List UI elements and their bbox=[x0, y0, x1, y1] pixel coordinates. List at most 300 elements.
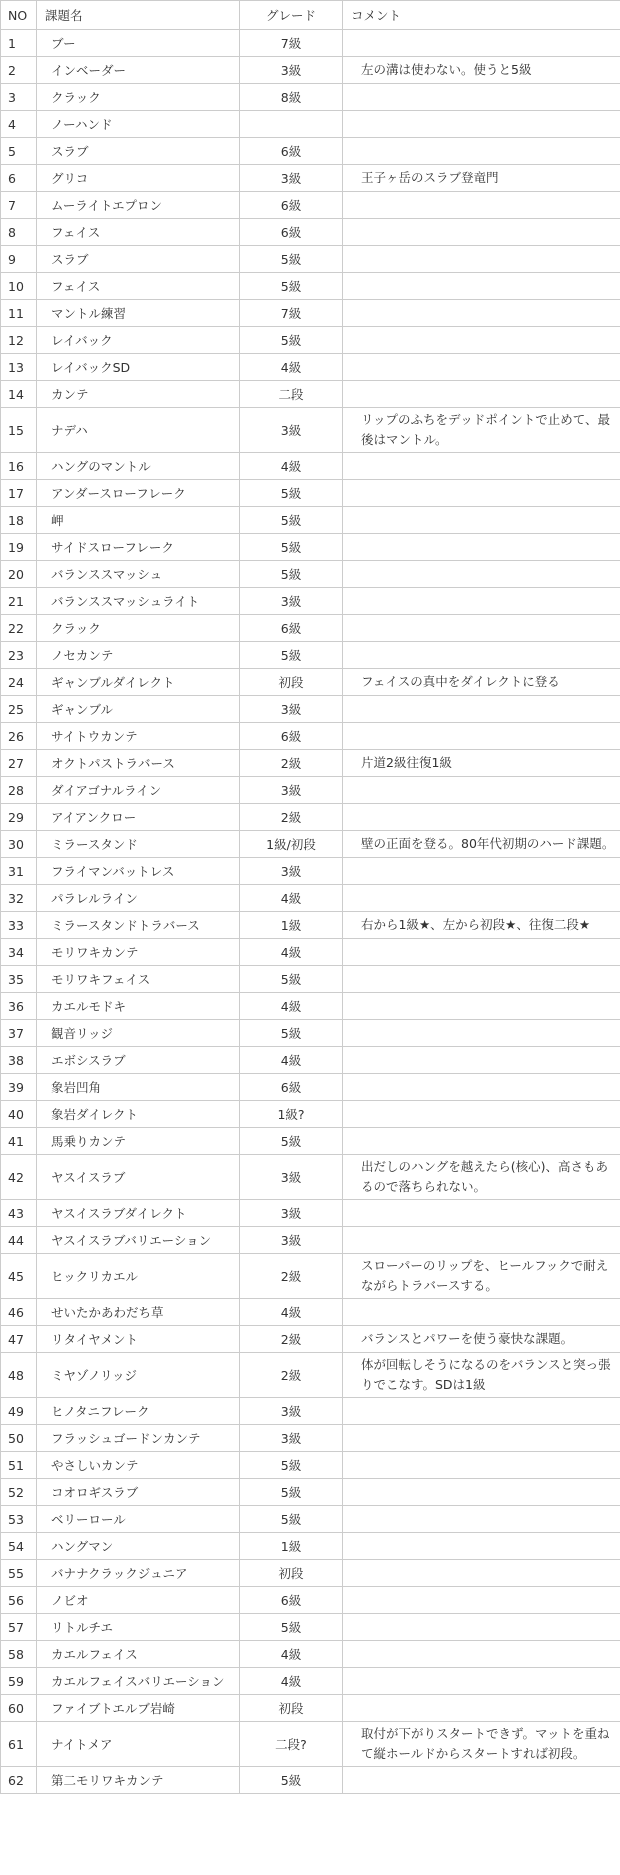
row-name: ダイアゴナルライン bbox=[37, 777, 240, 804]
row-name: バナナクラックジュニア bbox=[37, 1560, 240, 1587]
row-name: ファイブトエルブ岩崎 bbox=[37, 1695, 240, 1722]
row-comment bbox=[343, 561, 620, 588]
row-no: 52 bbox=[1, 1479, 37, 1506]
row-no: 18 bbox=[1, 507, 37, 534]
row-name: ベリーロール bbox=[37, 1506, 240, 1533]
row-name: コオロギスラブ bbox=[37, 1479, 240, 1506]
row-no: 51 bbox=[1, 1452, 37, 1479]
row-grade: 5級 bbox=[240, 1479, 343, 1506]
row-grade: 2級 bbox=[240, 804, 343, 831]
row-grade: 二段 bbox=[240, 381, 343, 408]
table-row bbox=[1, 1533, 620, 1560]
row-comment bbox=[343, 453, 620, 480]
row-comment bbox=[343, 1425, 620, 1452]
row-no: 46 bbox=[1, 1299, 37, 1326]
row-grade: 8級 bbox=[240, 84, 343, 111]
row-grade: 5級 bbox=[240, 273, 343, 300]
row-name: ノビオ bbox=[37, 1587, 240, 1614]
row-no: 31 bbox=[1, 858, 37, 885]
row-no: 19 bbox=[1, 534, 37, 561]
table-row bbox=[1, 1398, 620, 1425]
table-row bbox=[1, 696, 620, 723]
row-comment bbox=[343, 1227, 620, 1254]
row-name: レイバック bbox=[37, 327, 240, 354]
row-grade: 5級 bbox=[240, 480, 343, 507]
row-comment bbox=[343, 885, 620, 912]
row-no: 21 bbox=[1, 588, 37, 615]
table-row bbox=[1, 912, 620, 939]
row-no: 43 bbox=[1, 1200, 37, 1227]
header-no: NO bbox=[1, 1, 37, 30]
row-grade: 2級 bbox=[240, 1254, 343, 1299]
row-comment bbox=[343, 615, 620, 642]
row-no: 62 bbox=[1, 1767, 37, 1794]
row-grade: 1級/初段 bbox=[240, 831, 343, 858]
row-no: 32 bbox=[1, 885, 37, 912]
row-comment: 体が回転しそうになるのをバランスと突っ張りでこなす。SDは1級 bbox=[343, 1353, 620, 1398]
row-grade: 3級 bbox=[240, 408, 343, 453]
row-no: 26 bbox=[1, 723, 37, 750]
row-grade: 1級 bbox=[240, 1533, 343, 1560]
table-row bbox=[1, 1101, 620, 1128]
row-no: 6 bbox=[1, 165, 37, 192]
row-no: 45 bbox=[1, 1254, 37, 1299]
row-no: 17 bbox=[1, 480, 37, 507]
row-grade bbox=[240, 111, 343, 138]
row-grade: 2級 bbox=[240, 1353, 343, 1398]
row-comment bbox=[343, 381, 620, 408]
row-name: ヤスイスラブバリエーション bbox=[37, 1227, 240, 1254]
row-comment bbox=[343, 939, 620, 966]
row-comment bbox=[343, 1587, 620, 1614]
table-row bbox=[1, 1047, 620, 1074]
row-no: 47 bbox=[1, 1326, 37, 1353]
row-no: 41 bbox=[1, 1128, 37, 1155]
row-name: ヒノタニフレーク bbox=[37, 1398, 240, 1425]
table-row bbox=[1, 669, 620, 696]
row-grade: 3級 bbox=[240, 696, 343, 723]
row-name: カンテ bbox=[37, 381, 240, 408]
table-body bbox=[1, 30, 620, 1794]
table-row bbox=[1, 480, 620, 507]
table-row bbox=[1, 1200, 620, 1227]
row-grade: 4級 bbox=[240, 1047, 343, 1074]
row-name: カエルモドキ bbox=[37, 993, 240, 1020]
row-no: 42 bbox=[1, 1155, 37, 1200]
row-name: せいたかあわだち草 bbox=[37, 1299, 240, 1326]
row-comment: 右から1級★、左から初段★、往復二段★ bbox=[343, 912, 620, 939]
table-row bbox=[1, 1155, 620, 1200]
row-comment bbox=[343, 1299, 620, 1326]
table-row bbox=[1, 1128, 620, 1155]
table-row bbox=[1, 1641, 620, 1668]
row-grade: 3級 bbox=[240, 1200, 343, 1227]
row-comment bbox=[343, 1506, 620, 1533]
table-row bbox=[1, 777, 620, 804]
row-name: オクトパストラバース bbox=[37, 750, 240, 777]
table-row bbox=[1, 327, 620, 354]
table-row bbox=[1, 1587, 620, 1614]
row-no: 28 bbox=[1, 777, 37, 804]
row-comment bbox=[343, 1560, 620, 1587]
table-row bbox=[1, 246, 620, 273]
row-no: 5 bbox=[1, 138, 37, 165]
row-name: ミヤゾノリッジ bbox=[37, 1353, 240, 1398]
table-row bbox=[1, 300, 620, 327]
row-name: クラック bbox=[37, 84, 240, 111]
row-name: ギャンブル bbox=[37, 696, 240, 723]
row-grade: 5級 bbox=[240, 1020, 343, 1047]
row-name: アンダースローフレーク bbox=[37, 480, 240, 507]
row-no: 13 bbox=[1, 354, 37, 381]
row-no: 39 bbox=[1, 1074, 37, 1101]
row-grade: 5級 bbox=[240, 1128, 343, 1155]
row-no: 7 bbox=[1, 192, 37, 219]
table-row bbox=[1, 1353, 620, 1398]
row-no: 25 bbox=[1, 696, 37, 723]
row-comment: バランスとパワーを使う豪快な課題。 bbox=[343, 1326, 620, 1353]
row-name: クラック bbox=[37, 615, 240, 642]
row-comment bbox=[343, 219, 620, 246]
row-grade: 4級 bbox=[240, 1641, 343, 1668]
table-row bbox=[1, 1227, 620, 1254]
row-no: 44 bbox=[1, 1227, 37, 1254]
row-name: ギャンブルダイレクト bbox=[37, 669, 240, 696]
row-grade: 6級 bbox=[240, 723, 343, 750]
row-comment bbox=[343, 1200, 620, 1227]
row-grade: 3級 bbox=[240, 777, 343, 804]
header-comment: コメント bbox=[343, 1, 620, 30]
row-name: バランススマッシュライト bbox=[37, 588, 240, 615]
row-no: 1 bbox=[1, 30, 37, 57]
row-no: 59 bbox=[1, 1668, 37, 1695]
table-row bbox=[1, 993, 620, 1020]
row-name: ノーハンド bbox=[37, 111, 240, 138]
row-comment: リップのふちをデッドポイントで止めて、最後はマントル。 bbox=[343, 408, 620, 453]
row-no: 49 bbox=[1, 1398, 37, 1425]
row-comment: 王子ヶ岳のスラブ登竜門 bbox=[343, 165, 620, 192]
row-grade: 5級 bbox=[240, 507, 343, 534]
table-row bbox=[1, 84, 620, 111]
table-row bbox=[1, 1668, 620, 1695]
table-row bbox=[1, 381, 620, 408]
table-row bbox=[1, 939, 620, 966]
row-grade: 4級 bbox=[240, 1668, 343, 1695]
row-no: 55 bbox=[1, 1560, 37, 1587]
row-grade: 5級 bbox=[240, 1614, 343, 1641]
row-no: 50 bbox=[1, 1425, 37, 1452]
table-row bbox=[1, 642, 620, 669]
table-row bbox=[1, 885, 620, 912]
row-grade: 1級? bbox=[240, 1101, 343, 1128]
row-no: 10 bbox=[1, 273, 37, 300]
table-row bbox=[1, 1722, 620, 1767]
row-comment bbox=[343, 1047, 620, 1074]
table-row bbox=[1, 1452, 620, 1479]
row-grade: 6級 bbox=[240, 219, 343, 246]
row-no: 9 bbox=[1, 246, 37, 273]
row-name: アイアンクロー bbox=[37, 804, 240, 831]
row-comment bbox=[343, 966, 620, 993]
row-grade: 6級 bbox=[240, 1074, 343, 1101]
table-row bbox=[1, 1074, 620, 1101]
table-row bbox=[1, 723, 620, 750]
table-row bbox=[1, 750, 620, 777]
row-grade: 7級 bbox=[240, 300, 343, 327]
row-grade: 1級 bbox=[240, 912, 343, 939]
row-name: スラブ bbox=[37, 138, 240, 165]
row-grade: 3級 bbox=[240, 165, 343, 192]
row-name: ハングのマントル bbox=[37, 453, 240, 480]
row-comment bbox=[343, 1668, 620, 1695]
header-name: 課題名 bbox=[37, 1, 240, 30]
row-name: ミラースタンド bbox=[37, 831, 240, 858]
row-name: サイドスローフレーク bbox=[37, 534, 240, 561]
table-row bbox=[1, 804, 620, 831]
row-no: 27 bbox=[1, 750, 37, 777]
row-grade: 2級 bbox=[240, 1326, 343, 1353]
row-comment bbox=[343, 1074, 620, 1101]
table-row bbox=[1, 138, 620, 165]
row-no: 29 bbox=[1, 804, 37, 831]
row-grade: 5級 bbox=[240, 1506, 343, 1533]
row-name: スラブ bbox=[37, 246, 240, 273]
table-row bbox=[1, 30, 620, 57]
row-comment bbox=[343, 246, 620, 273]
row-comment: フェイスの真中をダイレクトに登る bbox=[343, 669, 620, 696]
row-comment bbox=[343, 696, 620, 723]
row-name: パラレルライン bbox=[37, 885, 240, 912]
row-no: 60 bbox=[1, 1695, 37, 1722]
row-grade: 4級 bbox=[240, 993, 343, 1020]
row-no: 20 bbox=[1, 561, 37, 588]
row-no: 40 bbox=[1, 1101, 37, 1128]
row-grade: 5級 bbox=[240, 327, 343, 354]
row-grade: 6級 bbox=[240, 192, 343, 219]
row-comment bbox=[343, 480, 620, 507]
row-name: 象岩凹角 bbox=[37, 1074, 240, 1101]
row-name: ミラースタンドトラバース bbox=[37, 912, 240, 939]
row-grade: 3級 bbox=[240, 57, 343, 84]
row-no: 56 bbox=[1, 1587, 37, 1614]
row-comment bbox=[343, 777, 620, 804]
row-comment bbox=[343, 642, 620, 669]
row-grade: 3級 bbox=[240, 858, 343, 885]
row-grade: 5級 bbox=[240, 966, 343, 993]
row-comment bbox=[343, 1533, 620, 1560]
row-name: フェイス bbox=[37, 273, 240, 300]
table-row bbox=[1, 1614, 620, 1641]
table-row bbox=[1, 354, 620, 381]
row-comment bbox=[343, 138, 620, 165]
row-no: 24 bbox=[1, 669, 37, 696]
table-row bbox=[1, 408, 620, 453]
row-name: ブー bbox=[37, 30, 240, 57]
row-grade: 6級 bbox=[240, 1587, 343, 1614]
row-no: 58 bbox=[1, 1641, 37, 1668]
row-comment bbox=[343, 273, 620, 300]
row-no: 12 bbox=[1, 327, 37, 354]
row-name: モリワキカンテ bbox=[37, 939, 240, 966]
row-grade: 4級 bbox=[240, 354, 343, 381]
row-no: 36 bbox=[1, 993, 37, 1020]
row-grade: 初段 bbox=[240, 1695, 343, 1722]
row-comment bbox=[343, 1614, 620, 1641]
row-grade: 初段 bbox=[240, 1560, 343, 1587]
row-grade: 初段 bbox=[240, 669, 343, 696]
row-no: 2 bbox=[1, 57, 37, 84]
table-row bbox=[1, 1425, 620, 1452]
row-name: レイバックSD bbox=[37, 354, 240, 381]
row-name: ヒックリカエル bbox=[37, 1254, 240, 1299]
table-row bbox=[1, 588, 620, 615]
row-comment bbox=[343, 534, 620, 561]
row-name: ヤスイスラブダイレクト bbox=[37, 1200, 240, 1227]
row-name: 観音リッジ bbox=[37, 1020, 240, 1047]
row-name: 岬 bbox=[37, 507, 240, 534]
row-comment bbox=[343, 111, 620, 138]
row-comment bbox=[343, 354, 620, 381]
row-no: 53 bbox=[1, 1506, 37, 1533]
row-comment bbox=[343, 507, 620, 534]
row-comment: 片道2級往復1級 bbox=[343, 750, 620, 777]
row-name: マントル練習 bbox=[37, 300, 240, 327]
row-comment bbox=[343, 300, 620, 327]
row-grade: 6級 bbox=[240, 138, 343, 165]
table-row bbox=[1, 831, 620, 858]
row-grade: 4級 bbox=[240, 453, 343, 480]
table-row bbox=[1, 507, 620, 534]
row-name: 第二モリワキカンテ bbox=[37, 1767, 240, 1794]
row-comment bbox=[343, 192, 620, 219]
row-name: サイトウカンテ bbox=[37, 723, 240, 750]
table-row bbox=[1, 858, 620, 885]
table-row bbox=[1, 1299, 620, 1326]
table-row bbox=[1, 192, 620, 219]
row-no: 48 bbox=[1, 1353, 37, 1398]
row-grade: 5級 bbox=[240, 1452, 343, 1479]
row-comment bbox=[343, 1479, 620, 1506]
table-row bbox=[1, 1020, 620, 1047]
row-grade: 3級 bbox=[240, 1398, 343, 1425]
row-comment: 左の溝は使わない。使うと5級 bbox=[343, 57, 620, 84]
table-row bbox=[1, 534, 620, 561]
row-grade: 5級 bbox=[240, 1767, 343, 1794]
row-grade: 6級 bbox=[240, 615, 343, 642]
row-comment bbox=[343, 1128, 620, 1155]
row-comment: 取付が下がりスタートできず。マットを重ねて縦ホールドからスタートすれば初段。 bbox=[343, 1722, 620, 1767]
row-comment bbox=[343, 84, 620, 111]
row-name: カエルフェイス bbox=[37, 1641, 240, 1668]
row-name: フェイス bbox=[37, 219, 240, 246]
row-no: 11 bbox=[1, 300, 37, 327]
row-comment: 壁の正面を登る。80年代初期のハード課題。 bbox=[343, 831, 620, 858]
row-name: ナデハ bbox=[37, 408, 240, 453]
row-grade: 5級 bbox=[240, 534, 343, 561]
row-name: フラッシュゴードンカンテ bbox=[37, 1425, 240, 1452]
row-name: エボシスラブ bbox=[37, 1047, 240, 1074]
row-no: 22 bbox=[1, 615, 37, 642]
table-row bbox=[1, 1695, 620, 1722]
row-no: 23 bbox=[1, 642, 37, 669]
row-comment bbox=[343, 1641, 620, 1668]
row-no: 30 bbox=[1, 831, 37, 858]
row-no: 33 bbox=[1, 912, 37, 939]
table-row bbox=[1, 1506, 620, 1533]
row-no: 8 bbox=[1, 219, 37, 246]
row-no: 38 bbox=[1, 1047, 37, 1074]
row-name: 象岩ダイレクト bbox=[37, 1101, 240, 1128]
table-row bbox=[1, 1479, 620, 1506]
table-row bbox=[1, 615, 620, 642]
row-name: ナイトメア bbox=[37, 1722, 240, 1767]
row-grade: 5級 bbox=[240, 246, 343, 273]
table-row bbox=[1, 219, 620, 246]
row-name: リトルチエ bbox=[37, 1614, 240, 1641]
row-name: ヤスイスラブ bbox=[37, 1155, 240, 1200]
row-comment: 出だしのハングを越えたら(核心)、高さもあるので落ちられない。 bbox=[343, 1155, 620, 1200]
row-grade: 3級 bbox=[240, 1155, 343, 1200]
row-name: ハングマン bbox=[37, 1533, 240, 1560]
row-no: 14 bbox=[1, 381, 37, 408]
row-comment bbox=[343, 723, 620, 750]
table-row bbox=[1, 1767, 620, 1794]
row-grade: 5級 bbox=[240, 561, 343, 588]
table-row bbox=[1, 966, 620, 993]
table-row bbox=[1, 111, 620, 138]
row-comment bbox=[343, 30, 620, 57]
row-name: フライマンバットレス bbox=[37, 858, 240, 885]
table-header bbox=[1, 1, 620, 30]
row-comment bbox=[343, 588, 620, 615]
row-name: ムーライトエプロン bbox=[37, 192, 240, 219]
table-row bbox=[1, 273, 620, 300]
row-name: やさしいカンテ bbox=[37, 1452, 240, 1479]
header-grade: グレード bbox=[240, 1, 343, 30]
table-row bbox=[1, 165, 620, 192]
row-name: 馬乗りカンテ bbox=[37, 1128, 240, 1155]
table-row bbox=[1, 561, 620, 588]
row-name: グリコ bbox=[37, 165, 240, 192]
row-grade: 5級 bbox=[240, 642, 343, 669]
row-no: 34 bbox=[1, 939, 37, 966]
table-row bbox=[1, 1560, 620, 1587]
row-grade: 2級 bbox=[240, 750, 343, 777]
row-grade: 4級 bbox=[240, 885, 343, 912]
row-no: 57 bbox=[1, 1614, 37, 1641]
row-grade: 4級 bbox=[240, 939, 343, 966]
row-name: インベーダー bbox=[37, 57, 240, 84]
row-name: ノセカンテ bbox=[37, 642, 240, 669]
header-row bbox=[1, 1, 620, 30]
row-no: 16 bbox=[1, 453, 37, 480]
row-no: 15 bbox=[1, 408, 37, 453]
row-name: バランススマッシュ bbox=[37, 561, 240, 588]
row-no: 3 bbox=[1, 84, 37, 111]
row-comment bbox=[343, 327, 620, 354]
table-row bbox=[1, 1326, 620, 1353]
row-comment bbox=[343, 1398, 620, 1425]
table-row bbox=[1, 1254, 620, 1299]
table-row bbox=[1, 453, 620, 480]
row-comment bbox=[343, 1767, 620, 1794]
row-comment: スローパーのリップを、ヒールフックで耐えながらトラバースする。 bbox=[343, 1254, 620, 1299]
row-grade: 7級 bbox=[240, 30, 343, 57]
row-grade: 4級 bbox=[240, 1299, 343, 1326]
table-row bbox=[1, 57, 620, 84]
row-grade: 3級 bbox=[240, 588, 343, 615]
row-no: 61 bbox=[1, 1722, 37, 1767]
